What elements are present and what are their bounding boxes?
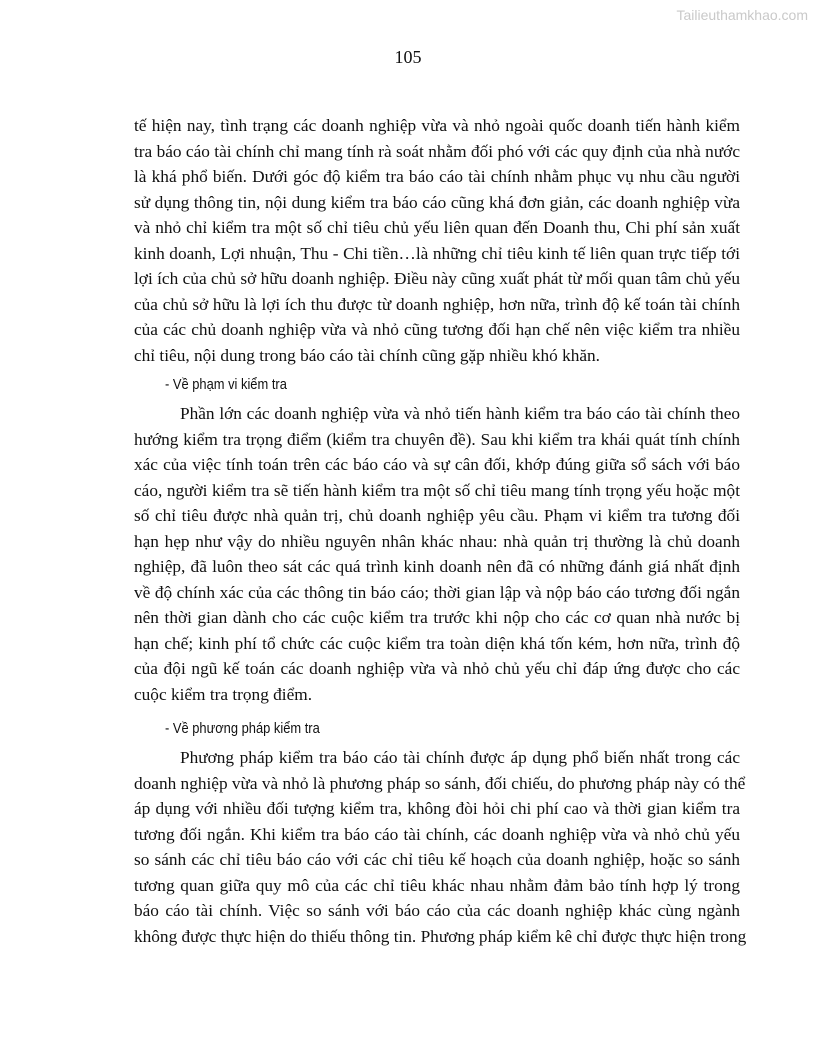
text-line: Phần lớn các doanh nghiệp vừa và nhỏ tiến hành kiểm tra báo cáo tài chính theo bbox=[180, 404, 740, 423]
paragraph-3 bbox=[134, 745, 747, 949]
watermark: Tailieuthamkhao.com bbox=[676, 7, 808, 23]
text-line: tra báo cáo tài chính chỉ mang tính rà soát nhằm đối phó với các quy định của nhà nước bbox=[134, 141, 740, 161]
text-line: xác của việc tính toán trên các báo cáo và sự cân đối, khớp đúng giữa sổ sách với báo bbox=[134, 455, 740, 474]
text-line: nghiệp, đã luôn theo sát các quá trình kinh doanh nên đã có những đánh giá nhất định bbox=[134, 557, 740, 576]
text-line: kinh doanh, Lợi nhuận, Thu - Chi tiền…là những chỉ tiêu kinh tế liên quan trực tiếp tới bbox=[134, 243, 740, 263]
text-line: của các chủ doanh nghiệp vừa và nhỏ cũng tương đối hạn chế nên việc kiểm tra nhiều bbox=[134, 320, 740, 339]
text-line: về độ chính xác của các thông tin báo cáo; thời gian lập và nộp báo cáo tương đối ngắn bbox=[134, 582, 740, 602]
text-line: không được thực hiện do thiếu thông tin. Phương pháp kiểm kê chỉ được thực hiện trong bbox=[134, 926, 747, 946]
text-line: của chủ sở hữu là lợi ích thu được từ doanh nghiệp, hơn nữa, trình độ kế toán tài chính bbox=[134, 294, 740, 314]
paragraph-2 bbox=[134, 401, 740, 707]
text-line: cáo, người kiểm tra sẽ tiến hành kiểm tra một số chỉ tiêu mang tính trọng yếu hoặc một bbox=[134, 480, 740, 500]
text-line: báo cáo tài chính. Việc so sánh với báo cáo của các doanh nghiệp khác cùng ngành bbox=[134, 901, 740, 920]
text-line: tương đối ngắn. Khi kiểm tra báo cáo tài chính, các doanh nghiệp vừa và nhỏ chủ yếu bbox=[134, 824, 740, 844]
text-line: hạn hẹp như vậy do nhiều nguyên nhân khác nhau: nhà quản trị thường là chủ doanh bbox=[134, 531, 740, 551]
text-line: hướng kiểm tra trọng điểm (kiểm tra chuyên đề). Sau khi kiểm tra khái quát tính chính bbox=[134, 429, 740, 449]
text-line: nên thời gian dành cho các cuộc kiểm tra trước khi nộp cho các cơ quan nhà nước bị bbox=[134, 608, 740, 627]
text-line: và nhỏ chỉ kiểm tra một số chỉ tiêu chủ yếu liên quan đến Doanh thu, Chi phí sản xuất bbox=[134, 218, 740, 237]
text-line: của đội ngũ kế toán các doanh nghiệp vừa và nhỏ chủ yếu chỉ đáp ứng được cho các bbox=[134, 659, 740, 678]
text-line: hạn chế; kinh phí tổ chức các cuộc kiểm tra toàn diện khá tốn kém, hơn nữa, trình độ bbox=[134, 633, 740, 653]
text-line: áp dụng với nhiều đối tượng kiểm tra, không đòi hỏi chi phí cao và thời gian kiểm tra bbox=[134, 799, 740, 818]
text-line: doanh nghiệp vừa và nhỏ là phương pháp so sánh, đối chiếu, do phương pháp này có thể bbox=[134, 773, 746, 793]
paragraph-1 bbox=[134, 113, 740, 368]
text-line: là khá phổ biến. Dưới góc độ kiểm tra báo cáo tài chính nhằm phục vụ nhu cầu người bbox=[134, 167, 740, 186]
text-line: so sánh các chỉ tiêu báo cáo với các chỉ tiêu kế hoạch của doanh nghiệp, hoặc so sánh bbox=[134, 850, 740, 869]
text-line: sử dụng thông tin, nội dung kiểm tra báo cáo cũng khá đơn giản, các doanh nghiệp vừa bbox=[134, 192, 740, 212]
text-line: lợi ích của chủ sở hữu doanh nghiệp. Điều này cũng xuất phát từ mối quan tâm chủ yếu bbox=[134, 269, 740, 288]
text-line: chỉ tiêu, nội dung trong báo cáo tài chính cũng gặp nhiều khó khăn. bbox=[134, 345, 601, 365]
text-line: tương quan giữa quy mô của các chỉ tiêu khác nhau nhằm đảm bảo tính hợp lý trong bbox=[134, 875, 740, 895]
text-line: số chỉ tiêu được nhà quản trị, chủ doanh nghiệp yêu cầu. Phạm vi kiểm tra tương đối bbox=[134, 506, 740, 525]
text-line: cuộc kiểm tra trọng điểm. bbox=[134, 684, 313, 704]
page-number: 105 bbox=[394, 47, 422, 67]
section-heading-method: - Về phương pháp kiểm tra bbox=[165, 720, 320, 737]
text-line: tế hiện nay, tình trạng các doanh nghiệp vừa và nhỏ ngoài quốc doanh tiến hành kiểm bbox=[134, 116, 740, 135]
text-line: Phương pháp kiểm tra báo cáo tài chính được áp dụng phổ biến nhất trong các bbox=[180, 748, 740, 767]
section-heading-scope: - Về phạm vi kiểm tra bbox=[165, 376, 287, 393]
